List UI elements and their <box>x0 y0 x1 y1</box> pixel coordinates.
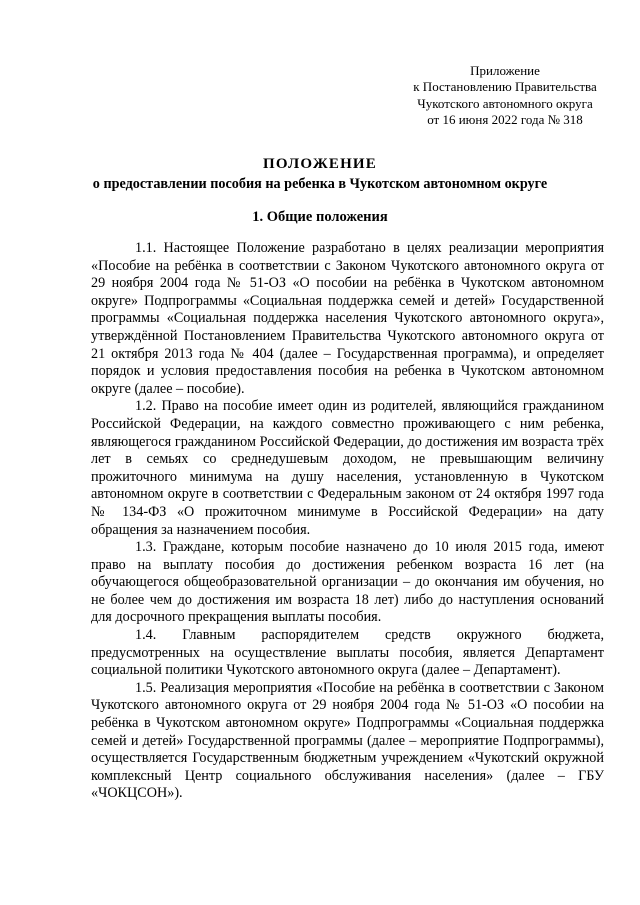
title-line-1: ПОЛОЖЕНИЕ <box>262 156 378 172</box>
paragraph-1-2: 1.2. Право на пособие имеет один из родителей, являющийся гражданином Российской Федерации, на каждого совместно проживающего с ним ребенка, являющегося гражданином Российской Федерации, до достижения им возраста трёх лет в семьях со среднедушевым доходом, не превышающим величину прожиточного минимума на душу населения, установленную в Чукотском автономном округе в соответствии с Федеральным законом от 24 октября 1997 года № 134-ФЗ «О прожиточном минимуме в Российской Федерации» на дату обращения за назначением пособия. <box>91 398 604 538</box>
paragraph-1-4: 1.4. Главным распорядителем средств окружного бюджета, предусмотренных на осуществление выплаты пособия, является Департамент социальной политики Чукотского автономного округа (далее – Департамент). <box>91 627 604 679</box>
appendix-line-2: к Постановлению Правительства <box>413 79 597 95</box>
appendix-line-3: Чукотского автономного округа <box>417 95 593 111</box>
appendix-line-1: Приложение <box>470 63 540 78</box>
paragraph-1-5: 1.5. Реализация мероприятия «Пособие на ребёнка в соответствии с Законом Чукотского автономного округа от 29 ноября 2004 года № 51-ОЗ «О пособии на ребёнка в Чукотском автономном округе» Подпрограммы «Социальная поддержка семей и детей» Государственной программы (далее – мероприятие Подпрограммы), осуществляется Государственным бюджетным учреждением «Чукотский окружной комплексный Центр социального обслуживания населения» (далее – ГБУ «ЧОКЦСОН»). <box>91 679 604 802</box>
document-title <box>0 156 640 193</box>
section-body <box>91 240 604 803</box>
appendix-line-4: от 16 июня 2022 года № 318 <box>427 111 583 127</box>
title-line-2: о предоставлении пособия на ребенка в Чукотском автономном округе <box>92 176 548 192</box>
paragraph-1-1: 1.1. Настоящее Положение разработано в целях реализации мероприятия «Пособие на ребёнка в соответствии с Законом Чукотского автономного округа от 29 ноября 2004 года № 51-ОЗ «О пособии на ребёнка в Чукотском автономном округе» Подпрограммы «Социальная поддержка семей и детей» Государственной программы «Социальная поддержка населения Чукотского автономного округа», утверждённой Постановлением Правительства Чукотского автономного округа от 21 октября 2013 года № 404 (далее – Государственная программа), и определяет порядок и условия предоставления пособия на ребенка в Чукотском автономном округе (далее – пособие). <box>91 240 604 397</box>
paragraph-1-3: 1.3. Граждане, которым пособие назначено до 10 июля 2015 года, имеют право на выплату пособия до достижения ребенком возраста 16 лет (на обучающегося общеобразовательной организации – до окончания им обучения, но не более чем до достижения им возраста 18 лет) либо до наступления оснований для досрочного прекращения выплаты пособия. <box>91 539 604 626</box>
section-heading: 1. Общие положения <box>252 209 388 225</box>
appendix-header <box>380 63 630 128</box>
